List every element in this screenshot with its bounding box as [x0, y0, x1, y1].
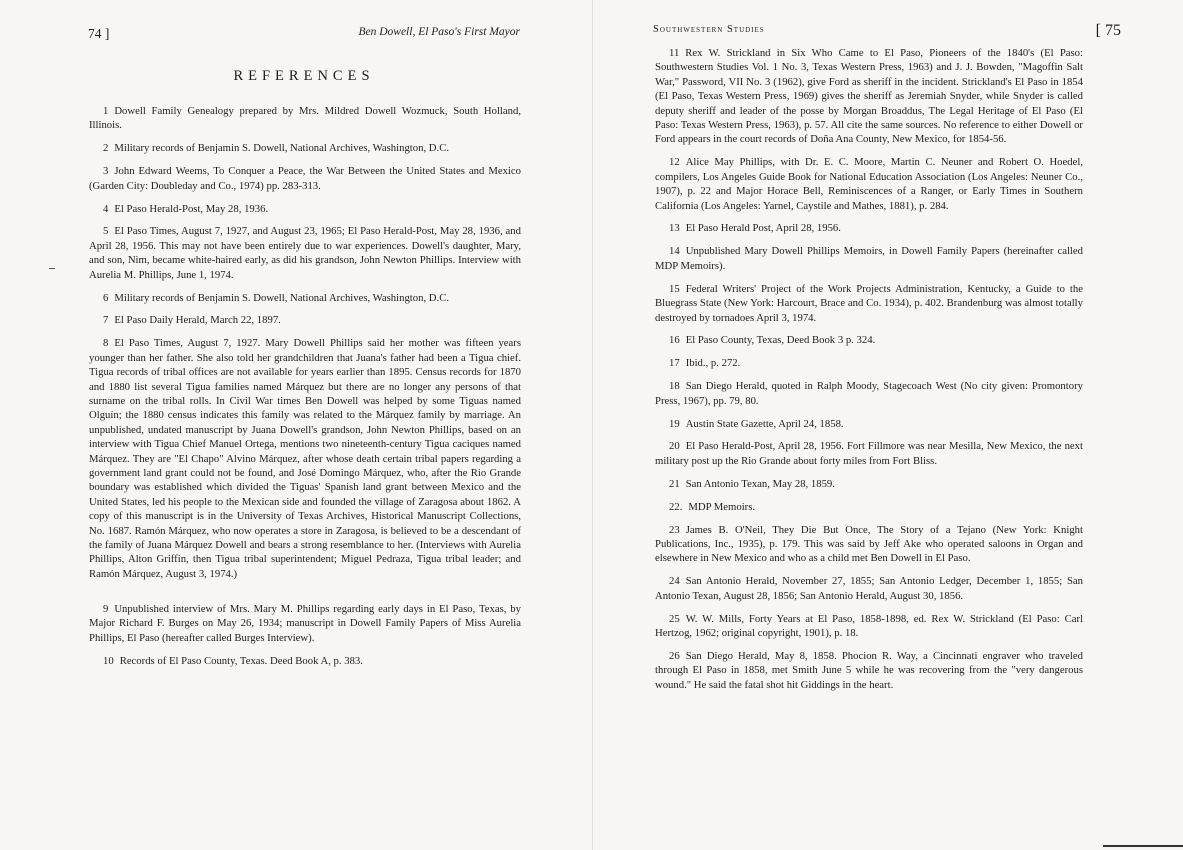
running-head: Southwestern Studies	[653, 24, 765, 35]
reference-item: 18 San Diego Herald, quoted in Ralph Moody, Stagecoach West (No city given: Promontory Press, 1967), pp. 79, 80.	[655, 380, 1083, 407]
references-title: REFERENCES	[233, 68, 375, 84]
right-page	[592, 0, 1183, 850]
reference-item: 9 Unpublished interview of Mrs. Mary M. Phillips regarding early days in El Paso, Texas, by Major Richard F. Burges on May 26, 1934; manuscript in Dowell Family Papers of Miss Aurelia Phillips, El Paso (hereafter called Burges Interview).	[89, 602, 521, 644]
reference-item: 14 Unpublished Mary Dowell Phillips Memoirs, in Dowell Family Papers (hereinafter called MDP Memoirs).	[655, 245, 1083, 272]
reference-item: 25 W. W. Mills, Forty Years at El Paso, 1858-1898, ed. Rex W. Strickland (El Paso: Carl Hertzog, 1962; original copyright, 1901), p. 18.	[655, 612, 1083, 639]
reference-item: 21 San Antonio Texan, May 28, 1859.	[669, 477, 835, 490]
reference-item: 4 El Paso Herald-Post, May 28, 1936.	[103, 202, 269, 215]
references-column	[655, 46, 1083, 701]
reference-item: 15 Federal Writers' Project of the Work Projects Administration, Kentucky, a Guide to the Bluegrass State (New York: Harcourt, Brace and Co. 1934), p. 402. Brandenburg was almost totally destroyed by tornadoes April 3, 1974.	[655, 282, 1083, 324]
reference-item: 6 Military records of Benjamin S. Dowell, National Archives, Washington, D.C.	[103, 291, 449, 304]
page-edge-line	[1103, 845, 1183, 847]
page-number: 74 ]	[88, 26, 110, 41]
reference-item: 11 Rex W. Strickland in Six Who Came to El Paso, Pioneers of the 1840's (El Paso: Southwestern Studies Vol. 1 No. 3, Texas Western Press, 1963) and J. J. Bowden, "Magoffin Salt War," Password, VII No. 3 (1962), give Ford as sheriff in the incident. Strickland's El Paso in 1854 (El Paso, Texas Western Press, 1969) gives the sheriff as Jeremiah Snyder, while Snyder is called deputy sheriff and leader of the posse by Morgan Broaddus, The Legal Heritage of El Paso (El Paso: Texas Western Press, 1963), p. 57. All cite the same sources. No reference to either Dowell or Ford appears in the court records of Doña Ana County, New Mexico, for 1854-56.	[655, 47, 1083, 146]
references-column	[89, 104, 521, 676]
reference-item: 17 Ibid., p. 272.	[669, 357, 741, 370]
reference-item: 10 Records of El Paso County, Texas. Deed Book A, p. 383.	[103, 654, 363, 667]
reference-item: 16 El Paso County, Texas, Deed Book 3 p. 324.	[669, 334, 876, 347]
reference-item: 20 El Paso Herald-Post, April 28, 1956. Fort Fillmore was near Mesilla, New Mexico, the next military post up the Rio Grande about forty miles from Fort Bliss.	[655, 440, 1083, 467]
page-number: [ 75	[1095, 22, 1121, 39]
reference-item: 1 Dowell Family Genealogy prepared by Mrs. Mildred Dowell Wozmuck, South Holland, Illinois.	[89, 105, 521, 132]
running-head: Ben Dowell, El Paso's First Mayor	[358, 26, 520, 38]
reference-item: 13 El Paso Herald Post, April 28, 1956.	[669, 222, 841, 235]
reference-item: 26 San Diego Herald, May 8, 1858. Phocion R. Way, a Cincinnati engraver who traveled through El Paso in 1858, met Smith June 5 while he was recovering from the "very dangerous wound." He said the fatal shot hit Giddings in the heart.	[655, 649, 1083, 691]
margin-mark	[49, 268, 55, 269]
reference-item: 24 San Antonio Herald, November 27, 1855; San Antonio Ledger, December 1, 1855; San Antonio Texan, August 28, 1856; San Antonio Herald, August 30, 1856.	[655, 575, 1083, 602]
reference-item: 23 James B. O'Neil, They Die But Once, The Story of a Tejano (New York: Knight Publications, Inc., 1935), p. 179. This was said by Jeff Ake who operated saloons in Organ and elsewhere in New Mexico and who as a child met Ben Dowell in El Paso.	[655, 523, 1083, 565]
reference-item: 19 Austin State Gazette, April 24, 1858.	[669, 417, 844, 430]
reference-item: 12 Alice May Phillips, with Dr. E. C. Moore, Martin C. Neuner and Robert O. Hoedel, compilers, Los Angeles Guide Book for National Education Association (Los Angeles: Neuner Co., 1907), p. 22 and Major Horace Bell, Reminiscences of a Ranger, or Early Times in Southern California (Los Angeles: Yarnel, Caystile and Mathes, 1881), p. 284.	[655, 156, 1083, 212]
reference-item: 8 El Paso Times, August 7, 1927. Mary Dowell Phillips said her mother was fifteen years younger than her father. She also told her grandchildren that Juana's father had been a Tigua chief. Tigua records of tribal offices are not available for years earlier than 1895. Census records for 1870 and 1880 list several Tigua families named Márquez but there are no longer any persons of that surname on the tribal rolls. In Civil War times Ben Dowell was helped by some Tiguas named Olguín; the 1880 census indicates this family was related to the Márquez family by marriage. An unpublished, undated manuscript by Juana Dowell's grandson, John Newton Phillips, based on an interview with Tigua Chief Manuel Ortega, mentions two nineteenth-century Tigua caciques named Márquez. They are "El Chapo" Alvino Márquez, after whose death certain tribal papers regarding a government land grant could not be found, and José Domingo Márquez, who, after the Rio Grande boundary was established which divided the Tiguas' Spanish land grant between Mexico and the United States, led his people to the Mexican side and founded the village of Zaragosa about 1862. A copy of this manuscript is in the University of Texas Archives, Historical Manuscript Collections, No. 1687. Ramón Márquez, who now operates a store in Zaragosa, is believed to be a descendant of the family of Juana Márquez Dowell and bears a strong resemblance to her. (Interviews with Aurelia Phillips, Alton Griffin, then Tigua tribal superintendent; Miguel Pedraza, Tigua tribal leader; and Ramón Márquez, August 3, 1974.)	[89, 337, 521, 580]
reference-item: 5 El Paso Times, August 7, 1927, and August 23, 1965; El Paso Herald-Post, May 28, 1936, and April 28, 1956. This may not have been entirely due to war experiences. Dowell's daughter, Mary, and son, Nim, became white-haired early, as did his grandson, John Newton Phillips. Interview with Aurelia M. Phillips, June 1, 1974.	[89, 225, 521, 281]
reference-item: 3 John Edward Weems, To Conquer a Peace, the War Between the United States and Mexico (Garden City: Doubleday and Co., 1974) pp. 283-313.	[89, 165, 521, 192]
reference-item: 22. MDP Memoirs.	[669, 500, 756, 513]
reference-item: 7 El Paso Daily Herald, March 22, 1897.	[103, 314, 281, 327]
reference-item: 2 Military records of Benjamin S. Dowell, National Archives, Washington, D.C.	[103, 142, 449, 155]
